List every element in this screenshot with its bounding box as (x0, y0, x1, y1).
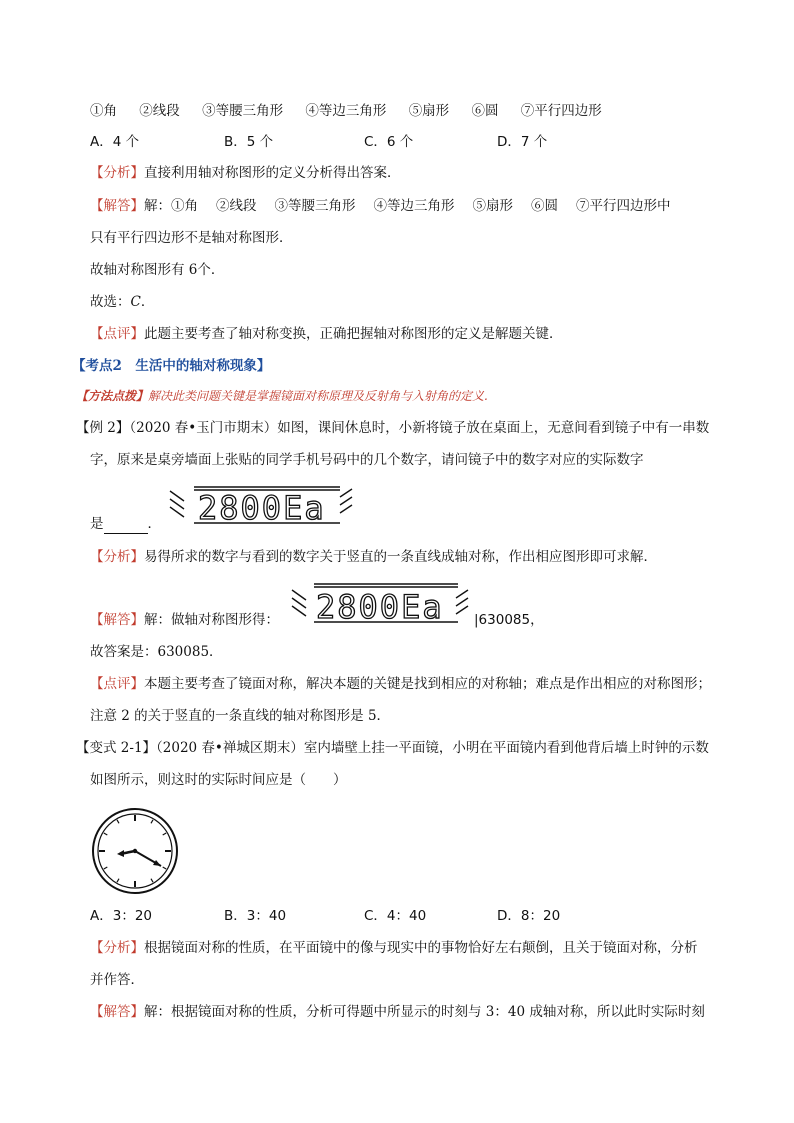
solution-answer: C (130, 294, 141, 310)
section-title: 【考点2 生活中的轴对称现象】 (72, 358, 271, 374)
shape-item: ③等腰三角形 (274, 198, 356, 214)
method-tag: 【方法点拨】 (76, 389, 149, 403)
var21-option-b: B．3：40 (224, 908, 287, 924)
q1-option-c: C．6 个 (364, 134, 414, 150)
clock-figure (90, 806, 180, 896)
shape-item: ①角 (90, 103, 117, 119)
shape-item: ②线段 (216, 198, 257, 214)
analysis-text: 易得所求的数字与看到的数字关于竖直的一条直线成轴对称，作出相应图形即可求解． (144, 549, 657, 565)
ex2-comment-line1 (90, 674, 711, 694)
q1-solution-line3: 故轴对称图形有 6个． (90, 262, 225, 278)
ex2-solution-result: |630085， (474, 612, 544, 628)
shape-item: ⑤扇形 (408, 103, 450, 119)
mirror-digits-figure (168, 483, 358, 527)
var21-tag: 【变式 2-1】 (76, 740, 157, 756)
shape-item: ⑦平行四边形中 (576, 198, 671, 214)
ex2-comment-line2: 注意 2 的关于竖直的一条直线的轴对称图形是 5． (90, 708, 391, 724)
var21-question-line1: （2020 春•禅城区期末）室内墙壁上挂一平面镜，小明在平面镜内看到他背后墙上时钟的示数 (156, 740, 709, 756)
q1-comment (90, 324, 563, 344)
ex2-line2: 字，原来是桌旁墙面上张贴的同学手机号码中的几个数字，请问镜子中的数字对应的实际数字 (90, 452, 644, 468)
q1-solution-line1 (90, 196, 671, 216)
shape-item: ③等腰三角形 (202, 103, 284, 119)
solution-text: 解：做轴对称图形得： (144, 612, 279, 628)
analysis-text: 根据镜面对称的性质，在平面镜中的像与现实中的事物恰好左右颠倒，且关于镜面对称，分析 (144, 940, 698, 956)
shape-item: ②线段 (139, 103, 180, 119)
var21-option-d: D．8：20 (497, 908, 561, 924)
solution-tag: 【解答】 (90, 1004, 144, 1020)
q1-analysis (90, 163, 401, 183)
analysis-tag: 【分析】 (90, 549, 144, 565)
method-text: 解决此类问题关键是掌握镜面对称原理及反射角与入射角的定义. (148, 389, 488, 403)
var21-analysis-line2: 并作答． (90, 972, 144, 988)
solution-prefix: 解： (144, 198, 171, 214)
analysis-tag: 【分析】 (90, 940, 144, 956)
comment-text: 此题主要考查了轴对称变换，正确把握轴对称图形的定义是解题关键． (144, 326, 563, 342)
q1-solution-line2: 只有平行四边形不是轴对称图形． (90, 230, 293, 246)
solution-tag: 【解答】 (90, 612, 144, 628)
method-tip (76, 386, 488, 406)
q1-shapes-row (90, 101, 602, 121)
shape-item: ⑥圆 (531, 198, 558, 214)
answer-blank (104, 519, 148, 534)
q1-option-a: A．4 个 (90, 134, 140, 150)
q1-solution-line4 (90, 292, 154, 312)
solution-text: 解：根据镜面对称的性质，分析可得题中所显示的时刻与 3：40 成轴对称，所以此时实际时刻 (144, 1004, 705, 1020)
comment-tag: 【点评】 (90, 326, 144, 342)
ex2-answer-line: 故答案是：630085． (90, 644, 223, 660)
ex2-line1 (76, 418, 709, 438)
symmetry-digits: 2800Ea (316, 588, 444, 626)
ex2-tag: 【例 2】 (76, 420, 130, 436)
solution-choose-prefix: 故选： (90, 294, 131, 310)
shape-item: ④等边三角形 (373, 198, 455, 214)
var21-line2: 如图所示，则这时的实际时间应是（ ） (90, 772, 347, 788)
shape-item: ⑦平行四边形 (520, 103, 602, 119)
var21-analysis-line1 (90, 938, 698, 958)
shape-item: ⑥圆 (471, 103, 499, 119)
ex2-suffix: ． (147, 516, 161, 532)
ex2-line3 (90, 514, 161, 534)
q1-option-d: D．7 个 (497, 134, 548, 150)
shape-item: ①角 (171, 198, 198, 214)
shape-item: ⑤扇形 (472, 198, 513, 214)
solution-tag: 【解答】 (90, 198, 144, 214)
var21-option-c: C．4：40 (364, 908, 427, 924)
q1-option-b: B．5 个 (224, 134, 274, 150)
solution-choose-suffix: ． (140, 294, 155, 310)
comment-tag: 【点评】 (90, 676, 144, 692)
var21-solution-line1 (90, 1002, 705, 1022)
var21-line1 (76, 738, 709, 758)
shape-item: ④等边三角形 (305, 103, 387, 119)
ex2-question-line1: （2020 春•玉门市期末）如图，课间休息时，小新将镜子放在桌面上，无意间看到镜子中有一串数 (129, 420, 710, 436)
ex2-prefix: 是 (90, 516, 104, 532)
comment-text: 本题主要考查了镜面对称，解决本题的关键是找到相应的对称轴；难点是作出相应的对称图形； (144, 676, 711, 692)
var21-option-a: A．3：20 (90, 908, 153, 924)
ex2-analysis (90, 547, 657, 567)
analysis-text: 直接利用轴对称图形的定义分析得出答案． (144, 165, 401, 181)
analysis-tag: 【分析】 (90, 165, 144, 181)
symmetry-digits-figure (290, 580, 476, 626)
ex2-solution (90, 610, 279, 630)
mirror-digits: 2800Ea (198, 489, 326, 527)
